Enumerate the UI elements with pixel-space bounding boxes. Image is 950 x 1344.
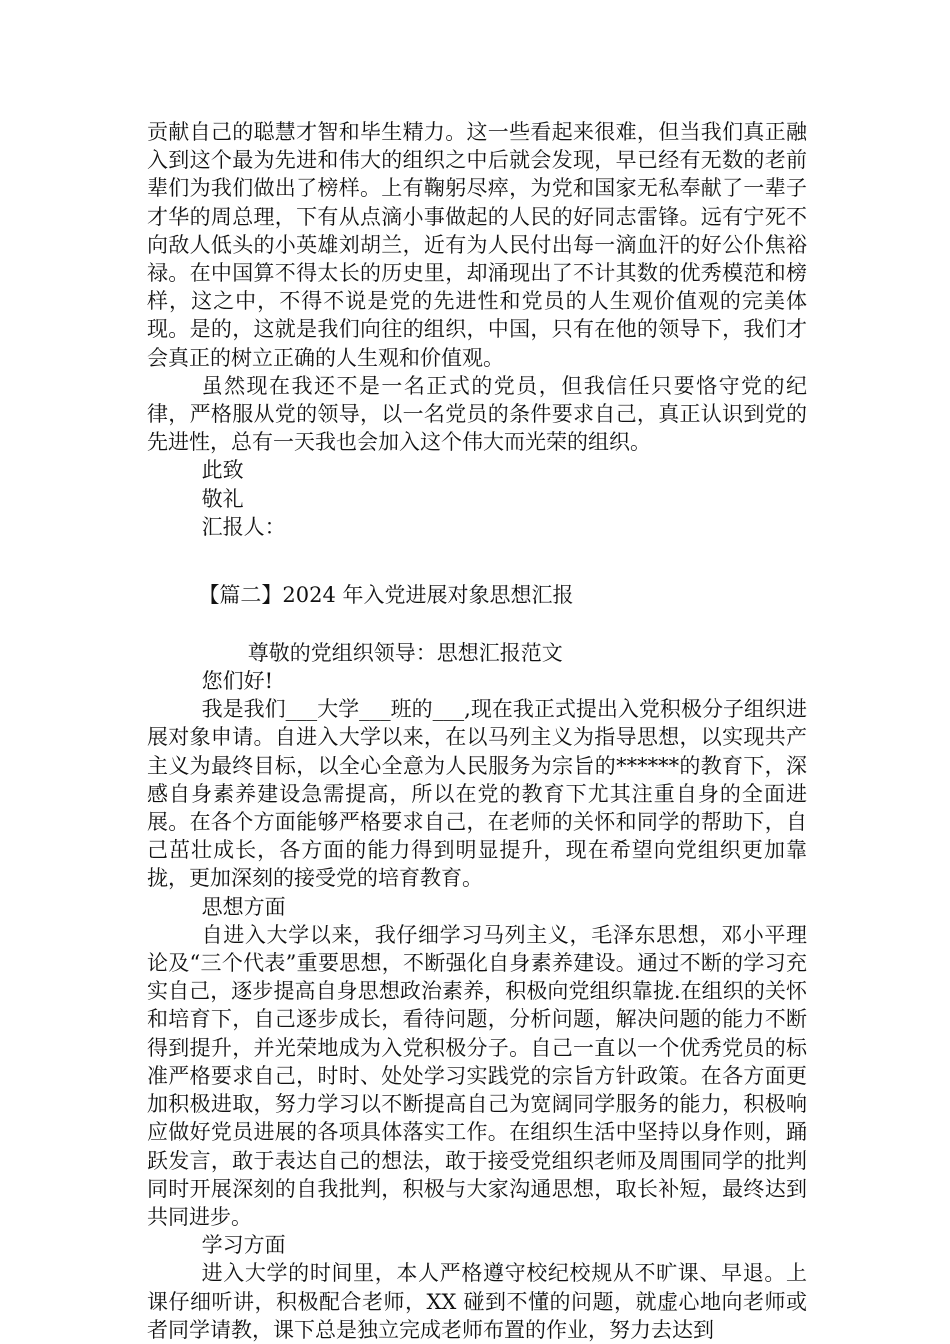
closing-salute: 敬礼: [201, 486, 244, 511]
greeting-line: 您们好!: [201, 669, 274, 694]
signature-line: 汇报人：: [201, 514, 286, 539]
paragraph-commitment: 虽然现在我还不是一名正式的党员，但我信任只要恪守党的纪律，严格服从党的领导，以一名党员的条件要求自己，真正认识到党的先进性，总有一天我也会加入这个伟大而光荣的组织。: [147, 373, 807, 455]
document-page: [147, 118, 807, 1344]
spacer: [147, 541, 807, 581]
subheading-thought: 思想方面: [201, 894, 286, 919]
section-title: 【篇二】2024 年入党进展对象思想汇报: [198, 583, 574, 608]
paragraph-contribution: 贡献自己的聪慧才智和毕生精力。这一些看起来很难，但当我们真正融入到这个最为先进和伟大的组织之中后就会发现，早已经有无数的老前辈们为我们做出了榜样。上有鞠躬尽瘁，为党和国家无私奉献了一辈子才华的周总理，下有从点滴小事做起的人民的好同志雷锋。远有宁死不向敌人低头的小英雄刘胡兰，近有为人民付出每一滴血汗的好公仆焦裕禄。在中国算不得太长的历史里，却涌现出了不计其数的优秀模范和榜样，这之中，不得不说是党的先进性和党员的人生观价值观的完美体现。是的，这就是我们向往的组织，中国，只有在他的领导下，我们才会真正的树立正确的人生观和价值观。: [147, 120, 807, 370]
salutation-line: 尊敬的党组织领导：思想汇报范文: [247, 641, 563, 666]
closing-regards: 此致: [201, 458, 244, 483]
paragraph-application: 我是我们___大学___班的___,现在我正式提出入党积极分子组织进展对象申请。自进入大学以来，在以马列主义为指导思想，以实现共产主义为最终目标，以全心全意为人民服务为宗旨的******的教育下，深感自身素养建设急需提高，所以在党的教育下尤其注重自身的全面进展。在各个方面能够严格要求自己，在老师的关怀和同学的帮助下，自己茁壮成长，各方面的能力得到明显提升，现在希望向党组织更加靠拢，更加深刻的接受党的培育教育。: [147, 697, 807, 891]
paragraph-thought: 自进入大学以来，我仔细学习马列主义，毛泽东思想，邓小平理论及“三个代表”重要思想，不断强化自身素养建设。通过不断的学习充实自己，逐步提高自身思想政治素养，积极向党组织靠拢.在组织的关怀和培育下，自己逐步成长，看待问题，分析问题，解决问题的能力不断得到提升，并光荣地成为入党积极分子。自己一直以一个优秀党员的标准严格要求自己，时时、处处学习实践党的宗旨方针政策。在各方面更加积极进取，努力学习以不断提高自己为宽阔同学服务的能力，积极响应做好党员进展的各项具体落实工作。在组织生活中坚持以身作则，踊跃发言，敢于表达自己的想法，敢于接受党组织老师及周围同学的批判同时开展深刻的自我批判，积极与大家沟通思想，取长补短，最终达到共同进步。: [147, 922, 807, 1229]
paragraph-study: 进入大学的时间里，本人严格遵守校纪校规从不旷课、早退。上课仔细听讲，积极配合老师，XX 碰到不懂的问题，就虚心地向老师或者同学请教，课下总是独立完成老师布置的作业，努力去达到: [147, 1261, 807, 1342]
spacer: [147, 609, 807, 639]
subheading-study: 学习方面: [201, 1233, 286, 1258]
